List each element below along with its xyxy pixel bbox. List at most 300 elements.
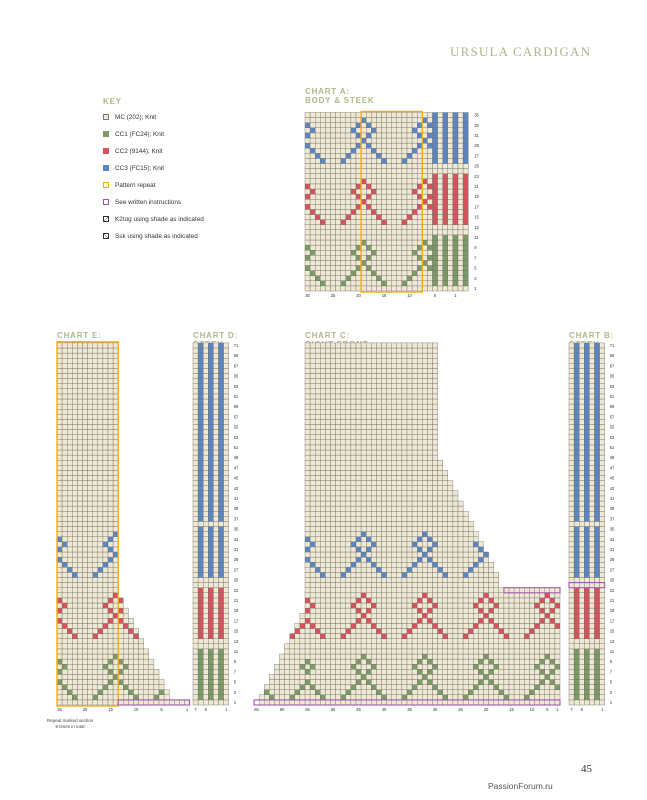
chart-d-cell — [224, 618, 229, 623]
chart-e-cell — [103, 379, 108, 384]
chart-c-cell — [489, 613, 494, 618]
chart-e-cell — [83, 445, 88, 450]
chart-a-cell — [366, 153, 371, 158]
chart-a-cell — [305, 123, 310, 128]
chart-c-cell — [376, 562, 381, 567]
chart-c-cell — [346, 567, 351, 572]
chart-d-cell — [193, 572, 198, 577]
chart-e-cell — [77, 353, 82, 358]
chart-c-cell — [336, 419, 341, 424]
chart-d-cell — [208, 578, 213, 583]
chart-e-cell — [83, 384, 88, 389]
chart-e-cell — [98, 690, 103, 695]
chart-c-cell — [412, 409, 417, 414]
chart-c-cell — [397, 695, 402, 700]
chart-e-cell — [113, 567, 118, 572]
chart-c-cell — [305, 593, 310, 598]
chart-a-cell — [320, 128, 325, 133]
chart-d-cell — [213, 634, 218, 639]
chart-c-cell — [376, 419, 381, 424]
chart-a-cell — [463, 245, 468, 250]
chart-d-cell — [219, 455, 224, 460]
chart-a-cell — [320, 255, 325, 260]
chart-e-cell — [57, 598, 62, 603]
chart-a-cell — [341, 204, 346, 209]
chart-a-cell — [412, 199, 417, 204]
chart-a-cell — [443, 123, 448, 128]
chart-e-cell — [77, 363, 82, 368]
chart-e-cell — [98, 639, 103, 644]
chart-c-cell — [540, 618, 545, 623]
chart-a-cell — [331, 189, 336, 194]
chart-e-cell — [83, 567, 88, 572]
chart-c-cell — [336, 664, 341, 669]
chart-c-cell — [366, 404, 371, 409]
chart-d-cell — [224, 608, 229, 613]
chart-c-cell — [453, 659, 458, 664]
chart-c-cell — [371, 542, 376, 547]
chart-c-cell — [529, 588, 534, 593]
chart-c-cell — [519, 685, 524, 690]
chart-d-cell — [213, 603, 218, 608]
chart-c-cell — [443, 481, 448, 486]
chart-c-cell — [412, 506, 417, 511]
chart-e-cell — [134, 659, 139, 664]
chart-c-cell — [417, 669, 422, 674]
chart-c-cell — [540, 598, 545, 603]
chart-e-cell — [149, 659, 154, 664]
chart-e-cell — [72, 557, 77, 562]
chart-c-cell — [310, 659, 315, 664]
chart-c-cell — [417, 695, 422, 700]
chart-a-cell — [407, 235, 412, 240]
chart-e-cell — [113, 348, 118, 353]
chart-c-cell — [463, 669, 468, 674]
chart-c-cell — [397, 644, 402, 649]
chart-e-cell — [88, 578, 93, 583]
chart-c-cell — [484, 623, 489, 628]
chart-a-cell — [320, 209, 325, 214]
chart-d-cell — [203, 603, 208, 608]
chart-c-cell — [305, 578, 310, 583]
chart-e-cell — [62, 552, 67, 557]
chart-a-cell — [427, 189, 432, 194]
chart-d-cell — [219, 440, 224, 445]
chart-c-cell — [458, 664, 463, 669]
chart-c-cell — [387, 649, 392, 654]
chart-a-cell — [397, 133, 402, 138]
chart-c-cell — [341, 649, 346, 654]
chart-a-cell — [387, 138, 392, 143]
chart-d-cell — [208, 649, 213, 654]
chart-c-cell — [351, 527, 356, 532]
chart-e-cell — [113, 613, 118, 618]
chart-a-cell — [392, 281, 397, 286]
chart-c-cell — [310, 649, 315, 654]
chart-e-cell — [123, 674, 128, 679]
chart-c-cell — [331, 445, 336, 450]
chart-a-cell — [356, 250, 361, 255]
chart-e-cell — [108, 368, 113, 373]
chart-a-cell — [336, 250, 341, 255]
chart-a-cell — [387, 148, 392, 153]
chart-c-cell — [453, 690, 458, 695]
chart-c-cell — [387, 669, 392, 674]
chart-c-cell — [443, 700, 448, 705]
chart-a-cell — [392, 169, 397, 174]
chart-d-cell — [198, 470, 203, 475]
chart-c-cell — [315, 669, 320, 674]
chart-e-cell — [72, 394, 77, 399]
chart-c-cell — [397, 476, 402, 481]
chart-a-cell — [453, 255, 458, 260]
chart-e-cell — [67, 425, 72, 430]
chart-a-cell — [361, 240, 366, 245]
chart-c-cell — [397, 578, 402, 583]
chart-a-cell — [376, 250, 381, 255]
chart-c-cell — [376, 476, 381, 481]
chart-c-cell — [473, 567, 478, 572]
chart-c-cell — [336, 572, 341, 577]
chart-d-cell — [198, 578, 203, 583]
chart-e-cell — [149, 685, 154, 690]
chart-a-cell — [376, 153, 381, 158]
chart-d-cell — [203, 430, 208, 435]
chart-d-cell — [219, 623, 224, 628]
chart-c-cell — [402, 552, 407, 557]
chart-c-cell — [484, 593, 489, 598]
chart-e-cell — [123, 634, 128, 639]
chart-a-cell — [448, 230, 453, 235]
chart-c-cell — [331, 409, 336, 414]
chart-c-cell — [351, 644, 356, 649]
chart-a-cell — [361, 153, 366, 158]
chart-c-cell — [412, 669, 417, 674]
chart-a-cell — [366, 158, 371, 163]
chart-c-cell — [422, 532, 427, 537]
chart-a-cell — [387, 113, 392, 118]
chart-d-cell — [224, 358, 229, 363]
chart-c-cell — [305, 486, 310, 491]
chart-e-cell — [88, 368, 93, 373]
chart-d-cell — [208, 389, 213, 394]
chart-c-cell — [458, 547, 463, 552]
chart-e-cell — [62, 516, 67, 521]
chart-c-cell — [336, 649, 341, 654]
chart-c-cell — [427, 629, 432, 634]
chart-c-cell — [315, 481, 320, 486]
chart-d-cell — [213, 414, 218, 419]
chart-e-cell — [159, 685, 164, 690]
chart-c-cell — [320, 481, 325, 486]
chart-a-cell — [397, 276, 402, 281]
chart-e-cell — [123, 654, 128, 659]
chart-a-cell — [310, 123, 315, 128]
chart-c-cell — [351, 634, 356, 639]
chart-c-cell — [361, 654, 366, 659]
chart-e-cell — [108, 618, 113, 623]
chart-e-cell — [88, 465, 93, 470]
chart-a-cell — [305, 199, 310, 204]
chart-c-cell — [433, 445, 438, 450]
chart-a-cell — [387, 199, 392, 204]
chart-c-cell — [366, 644, 371, 649]
chart-c-cell — [351, 674, 356, 679]
chart-a-cell — [325, 286, 330, 291]
chart-c-cell — [463, 532, 468, 537]
chart-c-cell — [458, 603, 463, 608]
chart-a-cell — [346, 138, 351, 143]
chart-c-cell — [412, 399, 417, 404]
chart-e-cell — [108, 353, 113, 358]
chart-a-cell — [341, 250, 346, 255]
chart-c-cell — [494, 685, 499, 690]
chart-a-cell — [310, 225, 315, 230]
chart-a-cell — [382, 158, 387, 163]
chart-c-cell — [382, 664, 387, 669]
chart-e-cell — [67, 700, 72, 705]
chart-a-cell — [366, 271, 371, 276]
chart-c-cell — [473, 674, 478, 679]
chart-e-cell — [113, 685, 118, 690]
chart-c-cell — [315, 634, 320, 639]
chart-a-cell — [356, 143, 361, 148]
chart-a-cell — [331, 225, 336, 230]
chart-c-cell — [356, 496, 361, 501]
chart-a-cell — [438, 153, 443, 158]
chart-c-cell — [427, 491, 432, 496]
chart-c-cell — [361, 659, 366, 664]
chart-a-cell — [448, 220, 453, 225]
chart-c-cell — [310, 639, 315, 644]
chart-c-cell — [540, 588, 545, 593]
chart-e-cell — [98, 465, 103, 470]
chart-a-cell — [310, 169, 315, 174]
chart-c-cell — [397, 521, 402, 526]
chart-c-cell — [351, 603, 356, 608]
chart-c-cell — [320, 460, 325, 465]
chart-c-cell — [382, 399, 387, 404]
chart-e-cell — [118, 613, 123, 618]
chart-c-cell — [336, 588, 341, 593]
chart-c-cell — [387, 552, 392, 557]
chart-a-cell — [366, 255, 371, 260]
chart-c-cell — [397, 511, 402, 516]
chart-c-cell — [463, 649, 468, 654]
chart-c-cell — [387, 567, 392, 572]
chart-c-cell — [478, 583, 483, 588]
chart-d-cell — [213, 578, 218, 583]
chart-a-cell — [433, 199, 438, 204]
chart-c-cell — [402, 593, 407, 598]
chart-a-cell — [438, 255, 443, 260]
chart-e-cell — [77, 425, 82, 430]
chart-c-cell — [387, 460, 392, 465]
chart-c-cell — [529, 669, 534, 674]
chart-c-cell — [484, 639, 489, 644]
chart-e-cell — [72, 379, 77, 384]
chart-c-cell — [371, 470, 376, 475]
chart-a-cell — [305, 250, 310, 255]
chart-e-cell — [98, 384, 103, 389]
chart-c-cell — [555, 700, 560, 705]
chart-a-cell — [371, 255, 376, 260]
chart-e-cell — [98, 654, 103, 659]
chart-d-cell — [219, 700, 224, 705]
chart-a-cell — [453, 138, 458, 143]
chart-c-cell — [550, 593, 555, 598]
chart-c-cell — [417, 654, 422, 659]
chart-c-cell — [392, 491, 397, 496]
chart-c-cell — [331, 501, 336, 506]
chart-d-cell — [203, 588, 208, 593]
chart-c-cell — [484, 557, 489, 562]
chart-e-cell — [93, 608, 98, 613]
chart-e-cell — [67, 394, 72, 399]
chart-e-cell — [77, 578, 82, 583]
chart-c-cell — [514, 618, 519, 623]
chart-a-cell — [458, 148, 463, 153]
chart-d-cell — [213, 465, 218, 470]
chart-a-cell — [422, 209, 427, 214]
chart-c-cell — [438, 496, 443, 501]
chart-c-cell — [453, 593, 458, 598]
chart-c-cell — [402, 634, 407, 639]
chart-c-cell — [392, 583, 397, 588]
chart-e-cell — [72, 572, 77, 577]
chart-c-cell — [478, 578, 483, 583]
chart-a-cell — [402, 143, 407, 148]
chart-a-cell — [325, 266, 330, 271]
chart-c-cell — [336, 669, 341, 674]
chart-c-cell — [504, 644, 509, 649]
chart-d-cell — [224, 613, 229, 618]
chart-c-cell — [463, 680, 468, 685]
chart-c-cell — [438, 603, 443, 608]
chart-c-cell — [320, 491, 325, 496]
chart-c-cell — [305, 639, 310, 644]
chart-d-cell — [213, 685, 218, 690]
chart-c-cell — [494, 603, 499, 608]
chart-c-cell — [458, 501, 463, 506]
chart-c-cell — [433, 527, 438, 532]
chart-e-cell — [57, 659, 62, 664]
chart-a-col-label: 5 — [433, 293, 437, 298]
chart-c-cell — [448, 491, 453, 496]
chart-c-cell — [371, 455, 376, 460]
chart-e-cell — [134, 680, 139, 685]
chart-e-cell — [72, 399, 77, 404]
chart-a-cell — [346, 153, 351, 158]
chart-e-cell — [113, 404, 118, 409]
chart-c-cell — [320, 618, 325, 623]
chart-d-cell — [193, 374, 198, 379]
chart-e-cell — [72, 644, 77, 649]
chart-e-cell — [98, 450, 103, 455]
chart-e-cell — [57, 481, 62, 486]
chart-e-cell — [57, 445, 62, 450]
chart-e-cell — [62, 649, 67, 654]
chart-c-cell — [310, 700, 315, 705]
chart-c-cell — [371, 532, 376, 537]
chart-a-cell — [443, 174, 448, 179]
chart-c-cell — [320, 623, 325, 628]
chart-a-cell — [412, 215, 417, 220]
chart-c-cell — [443, 669, 448, 674]
chart-e-cell — [108, 552, 113, 557]
chart-a-cell — [320, 189, 325, 194]
chart-c-cell — [427, 465, 432, 470]
chart-e-cell — [72, 486, 77, 491]
chart-a-cell — [433, 148, 438, 153]
chart-c-cell — [392, 685, 397, 690]
chart-c-cell — [336, 491, 341, 496]
chart-c-cell — [417, 547, 422, 552]
chart-a-cell — [422, 220, 427, 225]
chart-e-cell — [88, 430, 93, 435]
chart-c-cell — [499, 623, 504, 628]
chart-c-cell — [346, 501, 351, 506]
chart-c-cell — [550, 680, 555, 685]
chart-a-cell — [407, 271, 412, 276]
chart-c-cell — [417, 613, 422, 618]
chart-c-cell — [376, 460, 381, 465]
chart-a-cell — [341, 255, 346, 260]
chart-c-cell — [325, 486, 330, 491]
chart-d-cell — [193, 409, 198, 414]
chart-d-cell — [219, 608, 224, 613]
chart-a-cell — [361, 281, 366, 286]
chart-c-cell — [468, 613, 473, 618]
chart-a-cell — [387, 169, 392, 174]
chart-c-cell — [351, 465, 356, 470]
chart-c-cell — [422, 680, 427, 685]
chart-c-cell — [427, 521, 432, 526]
chart-a-cell — [433, 266, 438, 271]
chart-a-cell — [453, 245, 458, 250]
chart-a-cell — [448, 235, 453, 240]
chart-c-cell — [315, 511, 320, 516]
chart-c-cell — [356, 695, 361, 700]
chart-c-cell — [336, 440, 341, 445]
chart-e-cell — [108, 664, 113, 669]
chart-a-cell — [371, 250, 376, 255]
chart-c-cell — [397, 465, 402, 470]
chart-e-cell — [67, 608, 72, 613]
chart-e-cell — [83, 547, 88, 552]
chart-c-cell — [325, 450, 330, 455]
chart-a-cell — [320, 148, 325, 153]
chart-d-cell — [203, 562, 208, 567]
chart-c-cell — [509, 623, 514, 628]
chart-c-cell — [433, 394, 438, 399]
chart-d-cell — [224, 501, 229, 506]
chart-d-row-label: 57 — [233, 414, 239, 420]
chart-a-cell — [305, 220, 310, 225]
chart-c-cell — [427, 623, 432, 628]
chart-c-cell — [422, 465, 427, 470]
chart-a-cell — [351, 158, 356, 163]
chart-d-cell — [213, 409, 218, 414]
chart-a-cell — [371, 260, 376, 265]
chart-a-cell — [346, 179, 351, 184]
chart-c-cell — [392, 557, 397, 562]
chart-a-cell — [438, 133, 443, 138]
chart-d-row-label: 37 — [233, 516, 239, 522]
chart-a-cell — [422, 143, 427, 148]
chart-c-cell — [529, 674, 534, 679]
chart-c-cell — [448, 690, 453, 695]
